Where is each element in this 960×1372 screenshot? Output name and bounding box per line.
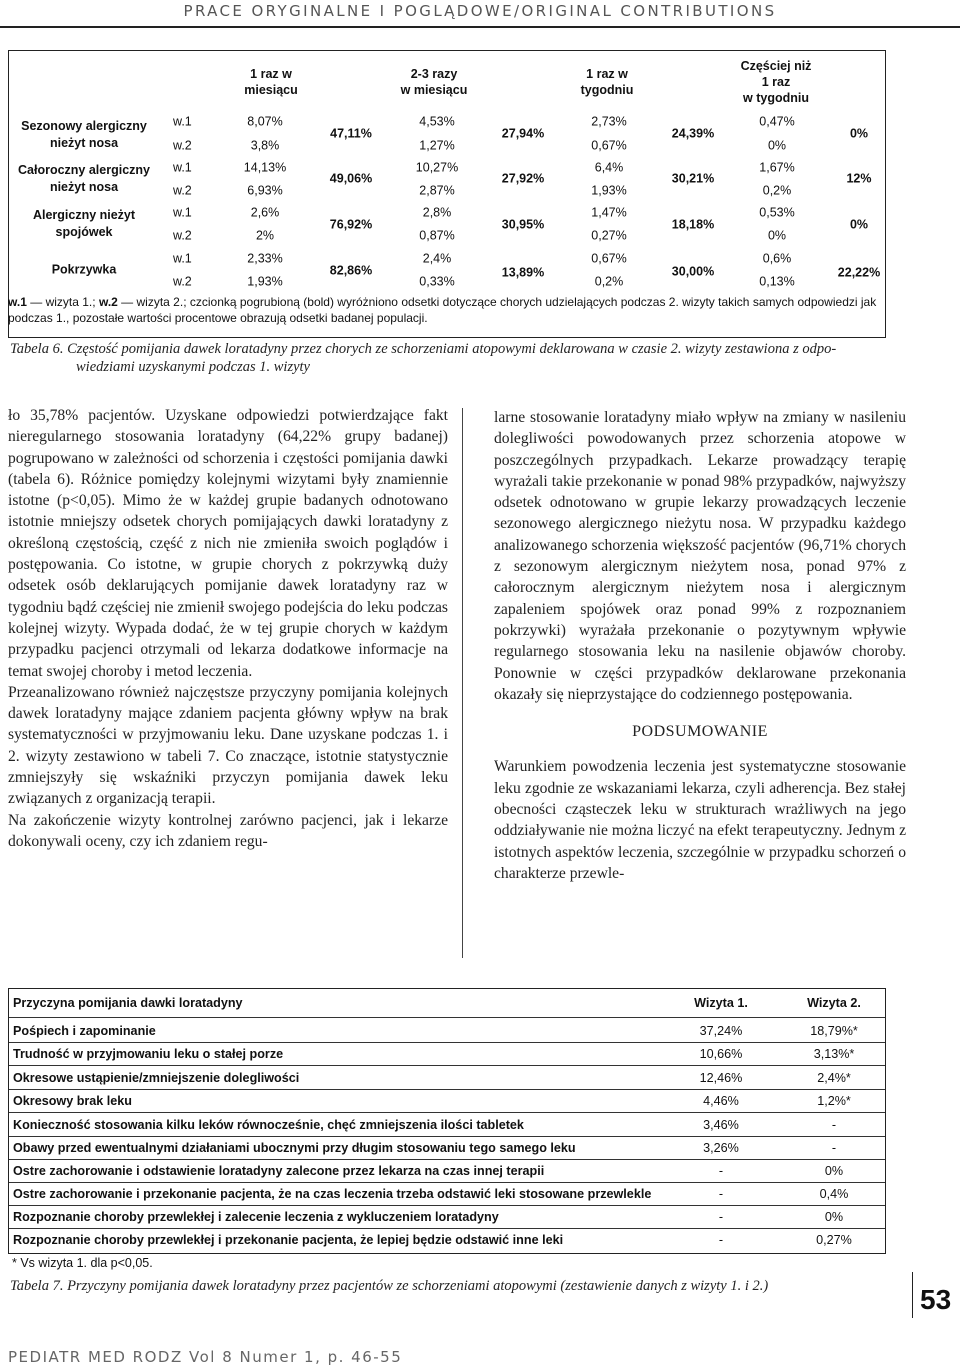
table6-bold-value: 18,18% [671,217,715,232]
table6-visit: w.1 [173,160,192,175]
table6-bold-value: 0% [849,217,869,232]
table7-cause: Rozpoznanie choroby przewlekłej i zalecenie leczenia z wykluczeniem loratadyny [13,1210,499,1224]
table6-row-label: Pokrzywka [51,262,117,277]
table7-header-visit2: Wizyta 2. [807,996,861,1010]
table6-cell: 2,87% [419,183,455,198]
table6-cell: 2,33% [247,251,283,266]
table6-visit: w.1 [173,114,192,129]
table-rule [9,1042,885,1043]
table6-caption-line1: Tabela 6. Częstość pomijania dawek loratadyny przez chorych ze schorzeniami atopowymi deklarowana w czasie 2. wizyty zestawiona z odpo- [10,341,837,357]
table6-header-weekly: 1 raz w tygodniu [580,67,634,97]
table6-footnote-w1: w.1 [8,295,27,309]
table7-visit1: 4,46% [703,1094,739,1108]
table7-visit2: 0% [824,1164,844,1178]
table6-cell: 0,47% [759,114,795,129]
table-rule [9,1159,885,1160]
table-rule [9,1205,885,1206]
table6-caption [10,340,890,376]
table6-cell: 0,67% [591,251,627,266]
table6-visit: w.2 [173,228,192,243]
table6-footnote-text1: — wizyta 1.; [26,295,99,309]
table6-cell: 0,27% [591,228,627,243]
table7-cause: Okresowy brak leku [13,1094,133,1108]
table6-cell: 2,4% [422,251,452,266]
table-rule [9,1112,885,1113]
table6-cell: 8,07% [247,114,283,129]
table7-visit2: 1,2%* [817,1094,851,1108]
table6-cell: 0,87% [419,228,455,243]
table7-cause: Rozpoznanie choroby przewlekłej i przekonanie pacjenta, że lepiej będzie odstawić inne leki [13,1233,564,1247]
paragraph: ło 35,78% pacjentów. Uzyskane odpowiedzi potwierdzające fakt nieregularnego stosowania loratadyny (64,22% grupy badanej) pogrupowano w zależności od schorzenia i częstości pomijania dawki (tabela 6). Różnice pomiędzy kolejnymi wizytami były znamiennie istotne (p<0,05). Mimo że w każdej grupie badanych odnotowano istotnie mniejszy odsetek chorych pomijających dawki loratadyny z określoną częstością, część z nich nie zmieniła swoich poglądów i postępowania. Co istotne, w grupie chorych z pokrzywką duży odsetek osób deklarujących pomijanie dawek loratadyny raz w tygodniu bądź częściej nie zmienił swojego podejścia do leku podczas kolejnej wizyty. Wypada dodać, że w tej grupie chorych w każdym przypadku pacjenci otrzymali od lekarza dodatkowe informacje na temat swojej choroby i metod leczenia. [8,407,448,680]
table7-header-visit1: Wizyta 1. [694,996,748,1010]
table6-header-monthly: 1 raz w miesiącu [244,67,298,97]
paragraph: Warunkiem powodzenia leczenia jest systematyczne stosowanie leku zgodnie ze wskazaniami lekarza, czyli adherencja. Bez stałej obecności cząsteczek leku w strukturach wrażliwych na jego oddziaływanie nie można liczyć na efekt terapeutyczny. Jednym z istotnych aspektów leczenia, szczególnie w przypadku schorzeń o charakterze przewle- [494,758,906,882]
table7-visit2: - [831,1118,837,1132]
table6-footnote [8,294,880,326]
table7-visit1: - [718,1210,724,1224]
table6-bold-value: 49,06% [329,171,373,186]
table6-cell: 0,2% [762,183,792,198]
table6-cell: 10,27% [415,160,459,175]
table6-bold-value: 30,95% [501,217,545,232]
table-rule [9,1228,885,1229]
table6-cell: 2,73% [591,114,627,129]
table6-cell: 2,6% [250,205,280,220]
table7-visit1: - [718,1164,724,1178]
header-rule [0,26,960,28]
table6-header-more-than-weekly: Częściej niż 1 raz w tygodniu [740,59,812,105]
table7-visit2: 3,13%* [813,1047,855,1061]
journal-footer: PEDIATR MED RODZ Vol 8 Numer 1, p. 46-55 [8,1348,403,1366]
table7-visit2: - [831,1141,837,1155]
table6-cell: 0,13% [759,274,795,289]
table7-visit1: 3,26% [703,1141,739,1155]
table6-bold-value: 30,21% [671,171,715,186]
table-rule [9,1089,885,1090]
page-number: 53 [920,1284,952,1315]
table-rule [9,1136,885,1137]
table6-bold-value: 76,92% [329,217,373,232]
table6-cell: 2% [255,228,275,243]
table6-cell: 0,53% [759,205,795,220]
table6-bold-value: 30,00% [671,264,715,279]
table6-bold-value: 12% [846,171,872,186]
table6-cell: 0,2% [594,274,624,289]
table6-cell: 0% [767,228,787,243]
running-header-title: PRACE ORYGINALNE I POGLĄDOWE/ORIGINAL CONTRIBUTIONS [183,2,777,20]
table6-cell: 0% [767,138,787,153]
paragraph: Na zakończenie wizyty kontrolnej zarówno pacjenci, jak i lekarze dokonywali oceny, czy ich zdaniem regu- [8,811,448,850]
left-column [8,405,448,852]
table7-visit2: 18,79%* [810,1024,858,1038]
table7-visit2: 0,4% [819,1187,849,1201]
table6-cell: 6,4% [594,160,624,175]
table6-row-label: Sezonowy alergiczny nieżyt nosa [21,119,147,150]
table7-caption: Tabela 7. Przyczyny pomijania dawek loratadyny przez pacjentów ze schorzeniami atopowymi (zestawienie danych z wizyty 1. i 2.) [10,1278,769,1294]
table6-visit: w.2 [173,138,192,153]
table6-footnote-w2: w.2 [98,295,118,309]
table6-cell: 6,93% [247,183,283,198]
table6-cell: 1,67% [759,160,795,175]
paragraph: Przeanalizowano również najczęstsze przyczyny pomijania kolejnych dawek loratadyny mające zdaniem pacjenta główny wpływ na brak systematyczności w przyjmowaniu leku. Dane uzyskane podczas 1. i 2. wizyty zestawiono w tabeli 7. Co znaczące, istotnie statystycznie zmniejszyły się wskaźniki przyczyn pomijania dawek leku związanych z organizacją terapii. [8,683,448,808]
table7-visit1: 12,46% [699,1071,743,1085]
table6-cell: 1,93% [247,274,283,289]
table6-cell: 1,47% [591,205,627,220]
table7-cause: Ostre zachorowanie i odstawienie loratadyny zalecone przez lekarza na czas innej terapii [13,1164,545,1178]
table-rule [9,1017,885,1018]
table7-visit1: 37,24% [699,1024,743,1038]
table7-visit2: 0,27% [816,1233,852,1247]
running-header [0,0,960,28]
table6-cell: 0,67% [591,138,627,153]
table6-caption-line2: wiedziami uzyskanymi podczas 1. wizyty [76,359,310,375]
table7-visit2: 0% [824,1210,844,1224]
table6-bold-value: 24,39% [671,126,715,141]
section-title: PODSUMOWANIE [632,723,768,741]
table7-footnote: * Vs wizyta 1. dla p<0,05. [12,1256,153,1270]
table6-bold-value: 22,22% [837,265,881,280]
table6-visit: w.1 [173,251,192,266]
table6-bold-value: 27,94% [501,126,545,141]
table6-bold-value: 13,89% [501,265,545,280]
table7-cause: Trudność w przyjmowaniu leku o stałej porze [13,1047,284,1061]
table7-visit1: - [718,1233,724,1247]
table6-cell: 14,13% [243,160,287,175]
table6-cell: 0,33% [419,274,455,289]
table-7 [8,988,886,1254]
table6-bold-value: 27,92% [501,171,545,186]
table6-cell: 1,93% [591,183,627,198]
table6-bold-value: 47,11% [330,126,372,141]
table6-visit: w.2 [173,274,192,289]
table6-visit: w.2 [173,183,192,198]
paragraph: larne stosowanie loratadyny miało wpływ na zmiany w nasileniu dolegliwości powodowanych przez schorzenia atopowe w poszczególnych przypadkach. Lekarze prowadzący terapię wyrażali takie przekonanie w ponad 98% przypadków, najwyższy odsetek odnotowano w grupie lekarzy prowadzących leczenie sezonowego alergicznego nieżytu nosa. W przypadku każdego analizowanego schorzenia większość pacjentów (96,71% chorych z sezonowym alergicznym nieżytem nosa, ponad 97% z całorocznym alergicznym nieżytem nosa i alergicznym zapaleniem spojówek oraz ponad 99% z rozpoznaniem pokrzywki) wyrażała przekonanie o pozytywnym wpływie regularnego stosowania leku na nasilenie objawów choroby. Ponownie w części przypadków deklarowane przekonania okazały się nieprzystające do codziennego postępowania. [494,409,906,703]
table7-cause: Pośpiech i zapominanie [13,1024,156,1038]
table6-bold-value: 0% [849,126,869,141]
table7-header-cause: Przyczyna pomijania dawki loratadyny [13,996,243,1010]
table6-cell: 1,27% [419,138,455,153]
table-rule [9,1182,885,1183]
table6-visit: w.1 [173,205,192,220]
table6-bold-value: 82,86% [329,263,373,278]
table7-visit2: 2,4%* [817,1071,851,1085]
table6-cell: 3,8% [250,138,280,153]
table6-cell: 0,6% [762,251,792,266]
table6-row-label: Całoroczny alergiczny nieżyt nosa [18,163,150,194]
table6-footnote-text2: — wizyta 2.; czcionką pogrubioną (bold) wyróżniono odsetki dotyczące chorych udzielających podczas 2. wizyty takich samych odpowiedzi jak podczas 1., pozostałe wartości procentowe obrazują odsetki badanej populacji. [8,295,877,325]
table7-cause: Okresowe ustąpienie/zmniejszenie dolegliwości [13,1071,300,1085]
table7-visit1: 3,46% [703,1118,739,1132]
page-number-rule [912,1272,913,1318]
table7-cause: Konieczność stosowania kilku leków równocześnie, chęć zmniejszenia ilości tabletek [13,1118,524,1132]
table7-cause: Ostre zachorowanie i przekonanie pacjenta, że na czas leczenia trzeba odstawić leki stosowane przewlekle [13,1187,652,1201]
table-rule [9,1065,885,1066]
table6-header-2-3-monthly: 2-3 razy w miesiącu [400,67,468,97]
table7-cause: Obawy przed ewentualnymi działaniami ubocznymi przy długim stosowaniu tego samego leku [13,1141,576,1155]
table6-row-label: Alergiczny nieżyt spojówek [32,208,136,239]
right-column [494,407,906,884]
table7-visit1: 10,66% [699,1047,743,1061]
column-divider [462,408,463,958]
table6-cell: 4,53% [419,114,455,129]
table6-cell: 2,8% [422,205,452,220]
table7-visit1: - [718,1187,724,1201]
